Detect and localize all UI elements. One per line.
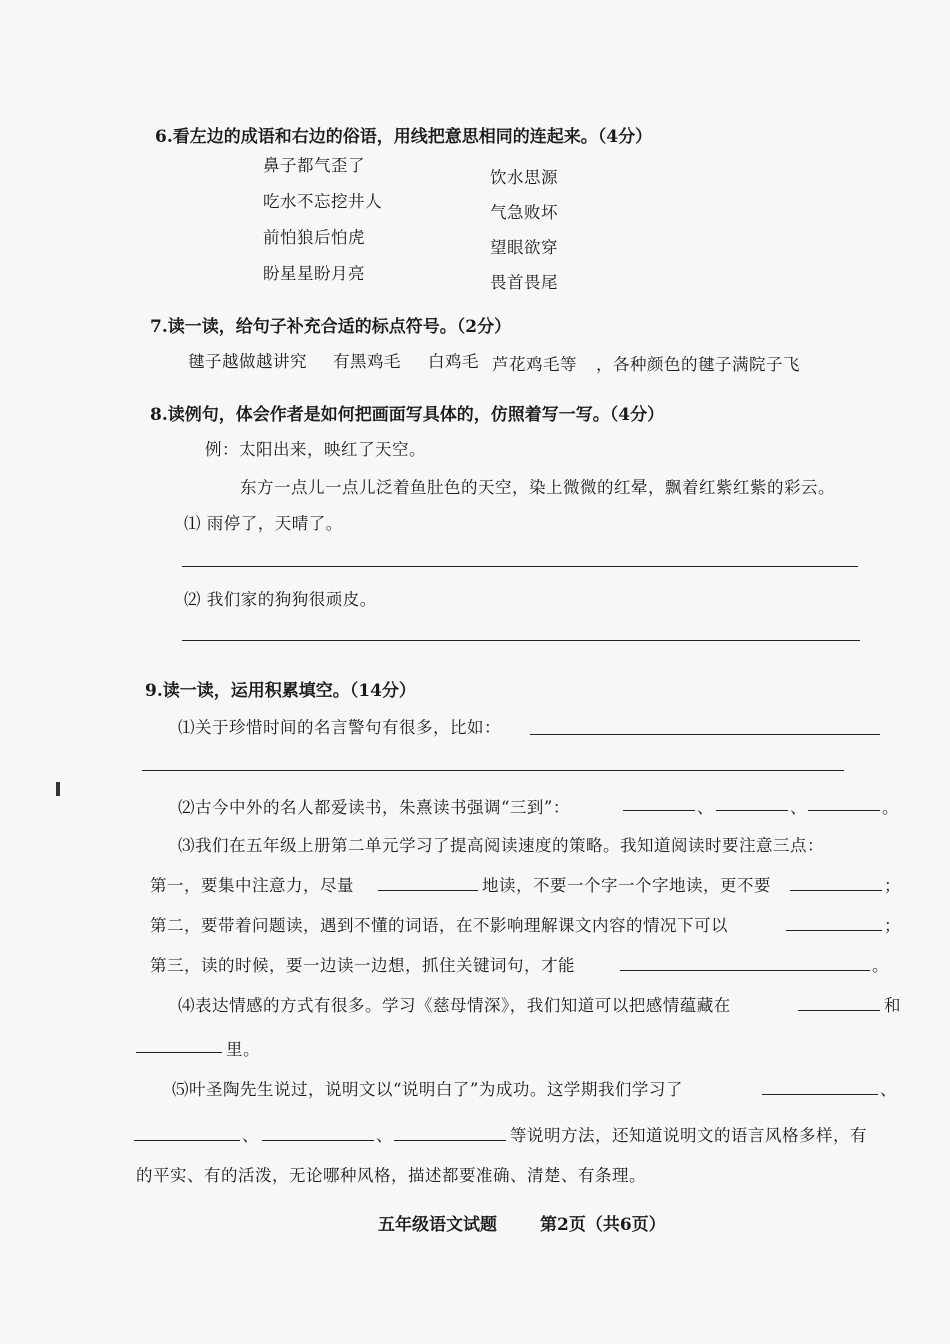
q9-part-5-cont: 等说明方法，还知道说明文的语言风格多样，有 — [510, 1126, 867, 1145]
end-mark: 。 — [872, 956, 889, 975]
q8-item-2: ⑵ 我们家的狗狗很顽皮。 — [184, 590, 377, 609]
separator: 、 — [790, 798, 807, 817]
q7-sentence-part: ，各种颜色的毽子满院子飞 — [596, 355, 800, 374]
answer-blank[interactable] — [762, 1094, 878, 1095]
q6-right-item: 望眼欲穿 — [490, 238, 558, 257]
q9-title: 9.读一读，运用积累填空。（14分） — [145, 681, 416, 701]
q9-part-5: ⑸叶圣陶先生说过，说明文以“说明白了”为成功。这学期我们学习了 — [172, 1080, 683, 1099]
q7-sentence-part: 毽子越做越讲究 — [188, 352, 307, 371]
answer-line[interactable] — [142, 770, 844, 771]
footer-page-number: 第2页（共6页） — [540, 1215, 666, 1235]
q6-left-item: 吃水不忘挖井人 — [263, 192, 382, 211]
answer-blank[interactable] — [786, 930, 882, 931]
semicolon: ； — [884, 916, 901, 935]
q9-part-4-end: 里。 — [226, 1040, 260, 1059]
q6-right-item: 饮水思源 — [490, 168, 558, 187]
q6-left-item: 前怕狼后怕虎 — [263, 228, 365, 247]
answer-blank[interactable] — [394, 1140, 506, 1141]
semicolon: ； — [884, 876, 901, 895]
q7-sentence-part: 芦花鸡毛等 — [492, 355, 577, 374]
q7-sentence-part: 有黑鸡毛 — [333, 352, 401, 371]
q9-part-4: ⑷表达情感的方式有很多。学习《慈母情深》，我们知道可以把感情蕴藏在 — [178, 996, 731, 1015]
q6-left-item: 鼻子都气歪了 — [263, 156, 365, 175]
answer-blank[interactable] — [808, 810, 880, 811]
footer-subject: 五年级语文试题 — [378, 1215, 497, 1235]
q8-example-expanded: 东方一点儿一点儿泛着鱼肚色的天空，染上微微的红晕，飘着红紫红紫的彩云。 — [240, 478, 835, 497]
separator: 、 — [880, 1080, 897, 1099]
q6-left-item: 盼星星盼月亮 — [263, 264, 365, 283]
answer-blank[interactable] — [716, 810, 788, 811]
q8-title: 8.读例句，体会作者是如何把画面写具体的，仿照着写一写。（4分） — [150, 405, 665, 425]
answer-blank[interactable] — [620, 970, 870, 971]
q9-part-2: ⑵古今中外的名人都爱读书，朱熹读书强调“三到”： — [178, 798, 570, 817]
q9-part-3-line-1b: 地读，不要一个字一个字地读，更不要 — [482, 876, 771, 895]
separator: 、 — [376, 1126, 393, 1145]
q9-part-3-line-3: 第三，读的时候，要一边读一边想，抓住关键词句，才能 — [150, 956, 575, 975]
answer-blank[interactable] — [623, 810, 695, 811]
q9-part-5-end: 的平实、有的活泼，无论哪种风格，描述都要准确、清楚、有条理。 — [136, 1166, 646, 1185]
separator: 、 — [697, 798, 714, 817]
answer-blank[interactable] — [790, 890, 882, 891]
q8-item-1: ⑴ 雨停了，天晴了。 — [184, 514, 343, 533]
q9-part-3-intro: ⑶我们在五年级上册第二单元学习了提高阅读速度的策略。我知道阅读时要注意三点： — [178, 836, 824, 855]
q7-title: 7.读一读，给句子补充合适的标点符号。（2分） — [150, 317, 512, 337]
q6-right-item: 畏首畏尾 — [490, 273, 558, 292]
answer-line[interactable] — [182, 640, 860, 641]
q9-part-1: ⑴关于珍惜时间的名言警句有很多，比如： — [178, 718, 501, 737]
answer-blank[interactable] — [136, 1052, 222, 1053]
separator: 、 — [242, 1126, 259, 1145]
q9-part-3-line-1a: 第一，要集中注意力，尽量 — [150, 876, 354, 895]
answer-blank[interactable] — [798, 1010, 880, 1011]
answer-blank[interactable] — [378, 890, 478, 891]
q9-part-4-and: 和 — [884, 996, 901, 1015]
end-mark: 。 — [882, 798, 899, 817]
scan-mark — [56, 782, 60, 796]
answer-blank[interactable] — [134, 1140, 240, 1141]
answer-blank[interactable] — [530, 734, 880, 735]
q8-example: 例：太阳出来，映红了天空。 — [205, 440, 426, 459]
answer-blank[interactable] — [262, 1140, 374, 1141]
q6-right-item: 气急败坏 — [490, 203, 558, 222]
answer-line[interactable] — [182, 566, 858, 567]
q7-sentence-part: 白鸡毛 — [428, 352, 479, 371]
q6-title: 6.看左边的成语和右边的俗语，用线把意思相同的连起来。（4分） — [155, 127, 653, 147]
q9-part-3-line-2: 第二，要带着问题读，遇到不懂的词语，在不影响理解课文内容的情况下可以 — [150, 916, 728, 935]
